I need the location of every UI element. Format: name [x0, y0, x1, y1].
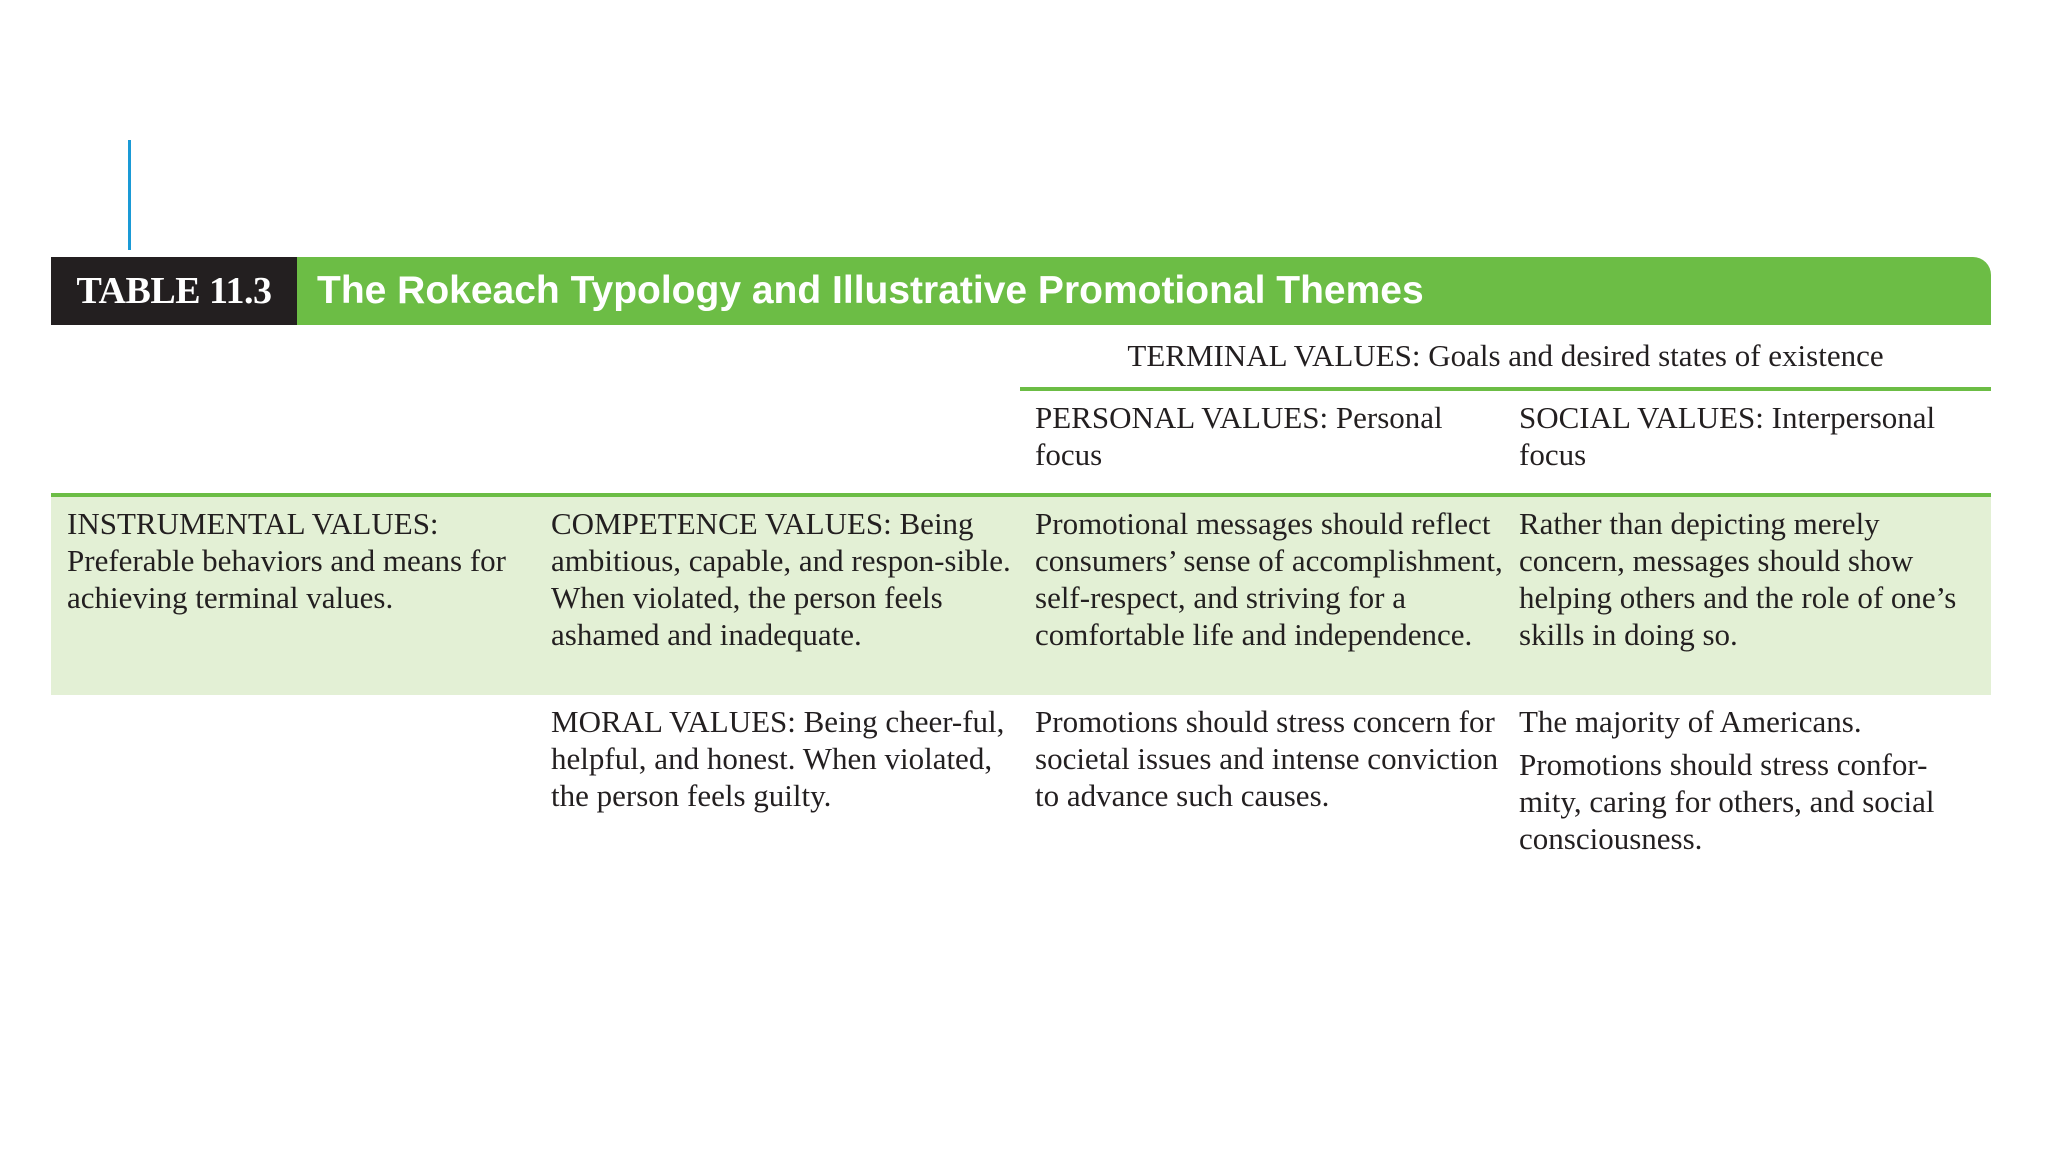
- social-values-header: SOCIAL VALUES: Interpersonal focus: [1519, 400, 1936, 472]
- slide-accent-line: [128, 140, 131, 250]
- rokeach-table: [51, 257, 1991, 856]
- competence-social-cell: Rather than depicting merely concern, messages should show helping others and the role of one’s skills in doing so.: [1519, 506, 1957, 652]
- competence-personal-cell: Promotional messages should reflect consumers’ sense of accomplishment, self-respect, and striving for a comfortable life and independence.: [1035, 506, 1503, 652]
- moral-social-cell: [1519, 703, 1987, 857]
- moral-social-line2: Promotions should stress confor-mity, caring for others, and social consciousness.: [1519, 747, 1935, 856]
- table-title-bar: [51, 257, 1991, 325]
- moral-personal-cell: Promotions should stress concern for societal issues and intense conviction to advance such causes.: [1035, 704, 1499, 813]
- table-row-competence: [51, 493, 1991, 695]
- competence-values-cell: COMPETENCE VALUES: Being ambitious, capable, and respon-sible. When violated, the person feels ashamed and inadequate.: [551, 506, 1011, 652]
- instrumental-values-cell: INSTRUMENTAL VALUES: Preferable behaviors and means for achieving terminal values.: [67, 506, 506, 615]
- table-number: TABLE 11.3: [51, 257, 297, 325]
- personal-values-header: PERSONAL VALUES: Personal focus: [1035, 400, 1443, 472]
- moral-social-line1: The majority of Americans.: [1519, 704, 1862, 739]
- table-row-moral: [51, 695, 1991, 875]
- moral-values-cell: MORAL VALUES: Being cheer-ful, helpful, and honest. When violated, the person feels guilty.: [551, 704, 1005, 813]
- terminal-values-header: TERMINAL VALUES: Goals and desired states of existence: [1020, 325, 1991, 391]
- table-title: The Rokeach Typology and Illustrative Promotional Themes: [297, 257, 1991, 325]
